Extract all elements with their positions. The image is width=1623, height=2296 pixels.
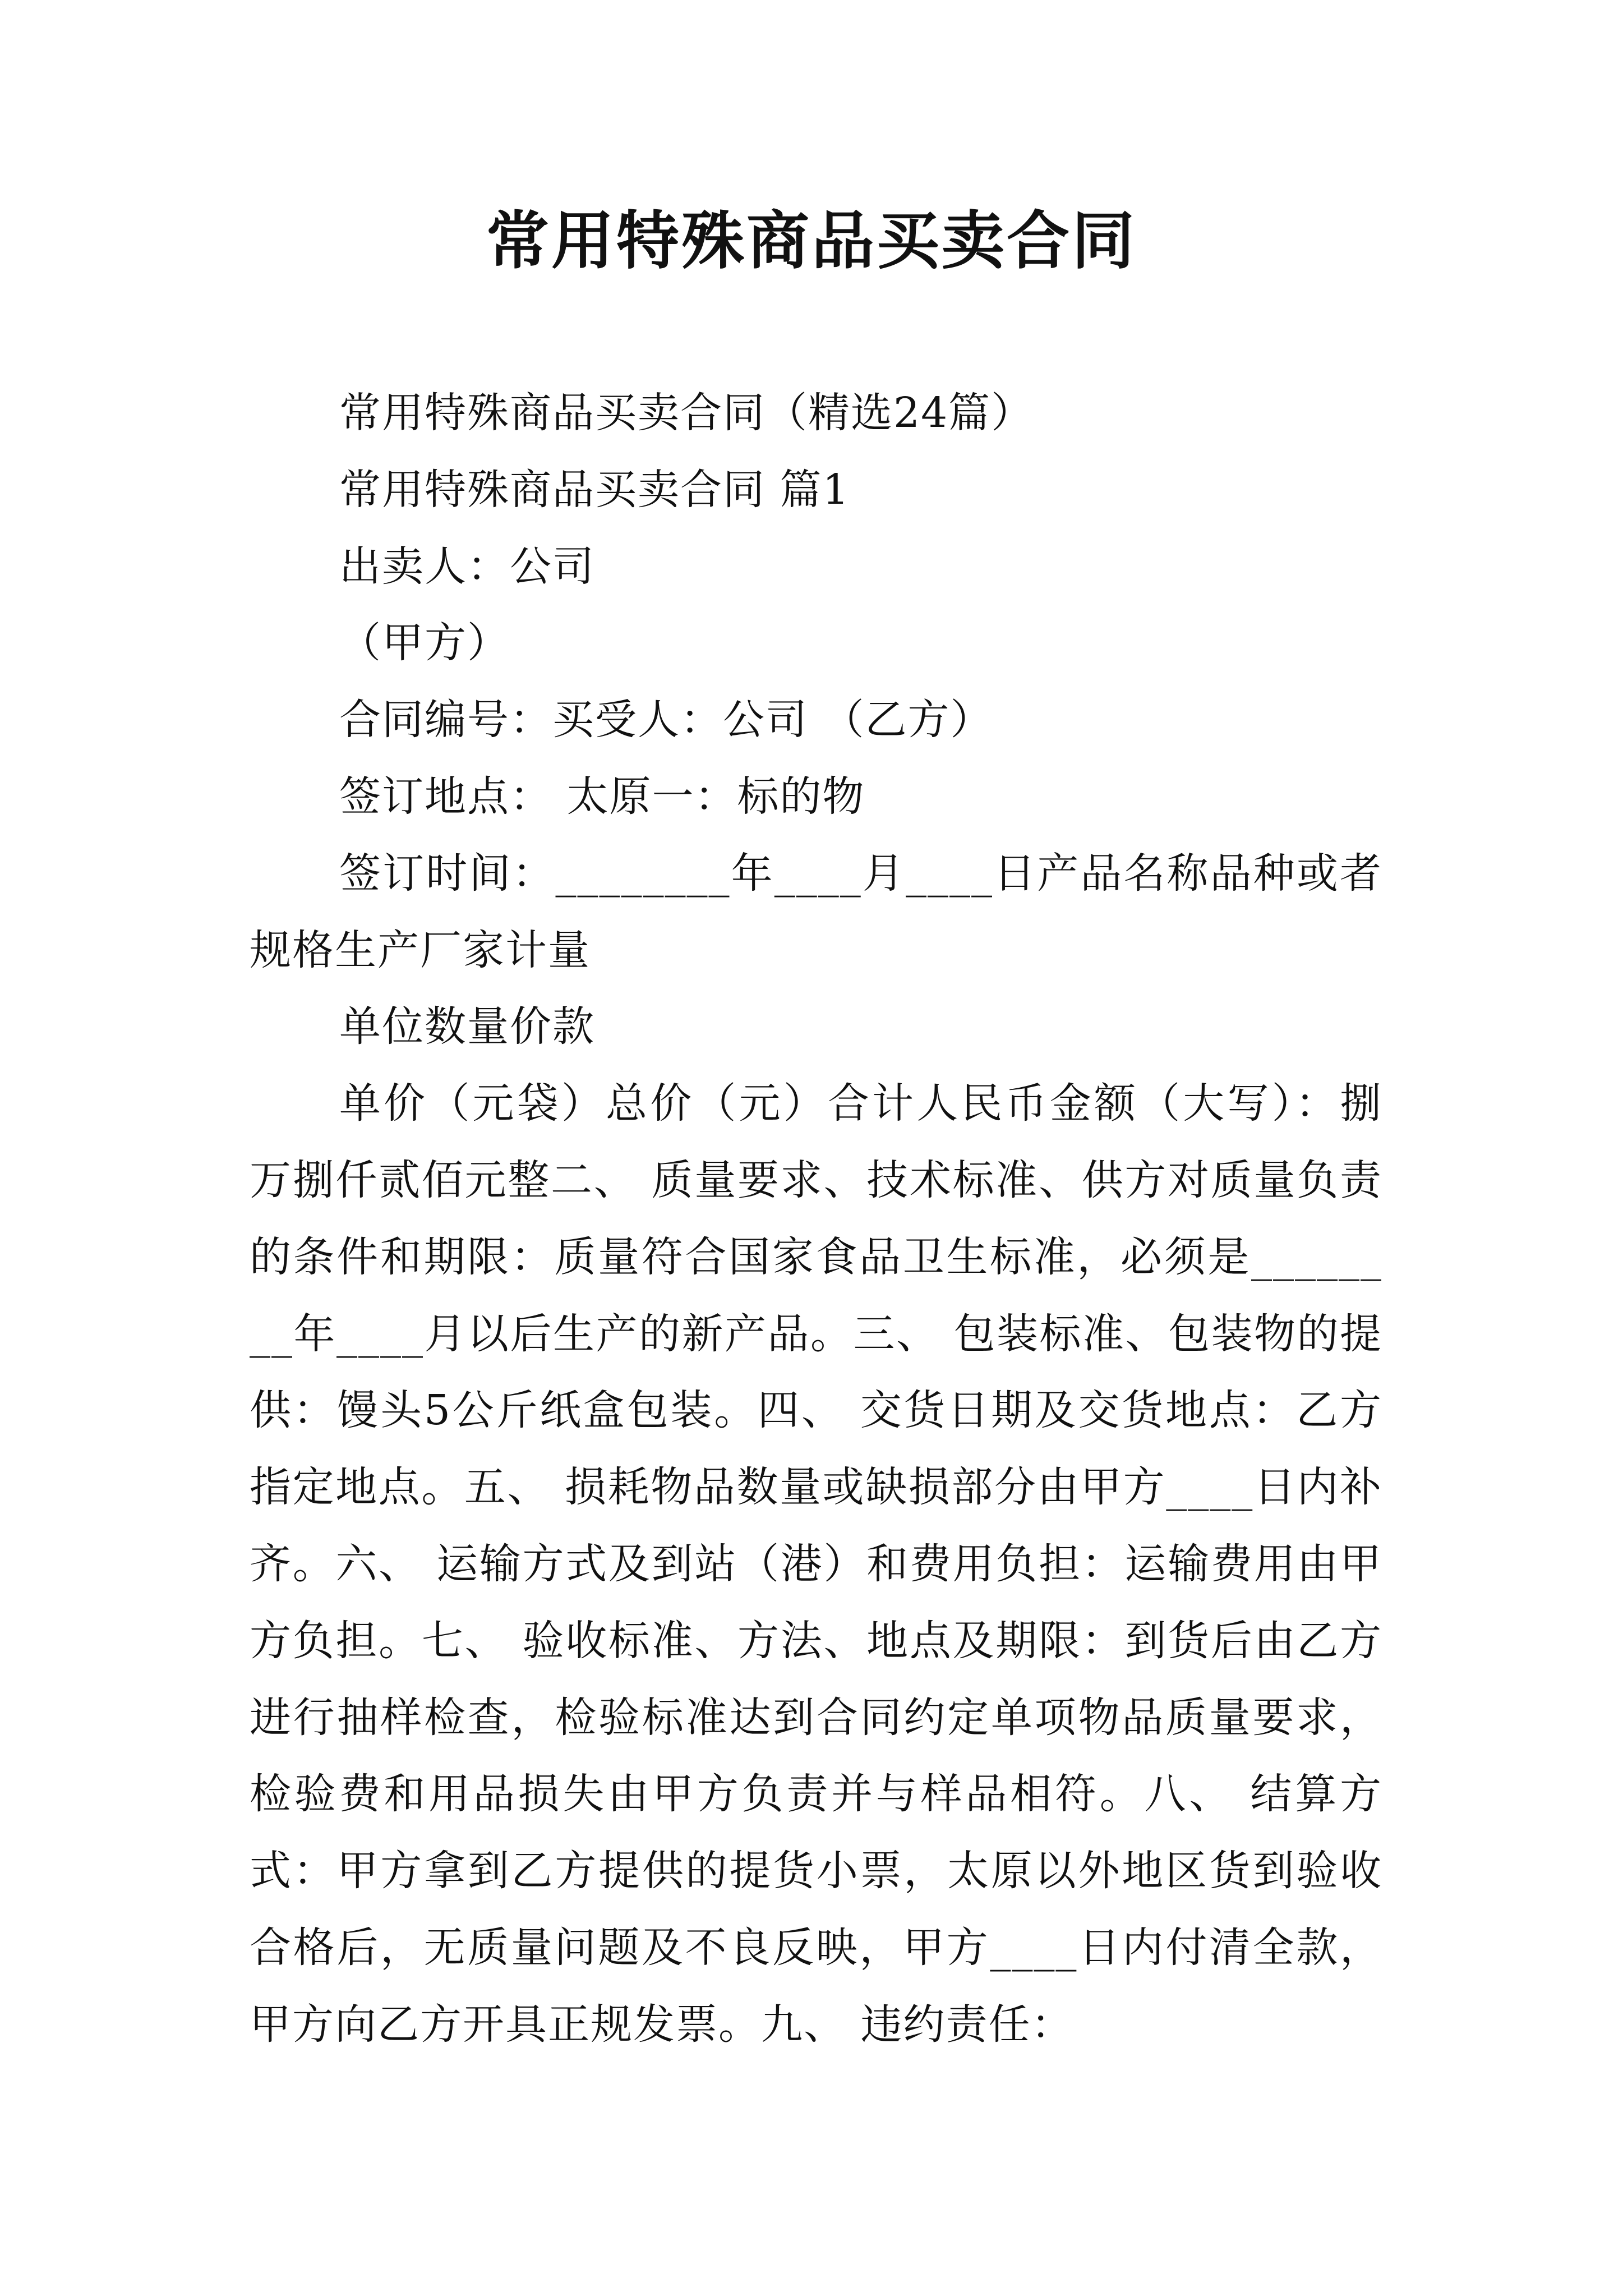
paragraph-intro: 常用特殊商品买卖合同（精选24篇） — [339, 389, 1034, 437]
paragraph-signing-time: 签订时间：________年____月____日产品名称品种或者规格生产厂家计量 — [250, 849, 1382, 974]
paragraph-contract-number-buyer: 合同编号：买受人：公司 （乙方） — [339, 696, 993, 744]
document-title: 常用特殊商品买卖合同 — [486, 204, 1137, 278]
paragraph-seller: 出卖人：公司 — [339, 542, 595, 591]
paragraph-contract-terms: 单价（元袋）总价（元）合计人民币金额（大写）：捌万捌仟贰佰元整二、 质量要求、技术标准、供方对质量负责的条件和期限：质量符合国家食品卫生标准，必须是________年____月以后生产的新产品。三、 包装标准、包装物的提供：馒头5公斤纸盒包装。四、 交货日期及交货地点：乙方指定地点。五、 损耗物品数量或缺损部分由甲方____日内补齐。六、 运输方式及到站（港）和费用负担：运输费用由甲方负担。七、 验收标准、方法、地点及期限：到货后由乙方进行抽样检查，检验标准达到合同约定单项物品质量要求，检验费和用品损失由甲方负责并与样品相符。八、 结算方式：甲方拿到乙方提供的提货小票，太原以外地区货到验收合格后，无质量问题及不良反映，甲方____日内付清全款，甲方向乙方开具正规发票。九、 违约责任： — [250, 1079, 1382, 2049]
document-body — [250, 375, 1382, 2063]
paragraph-party-a: （甲方） — [339, 619, 510, 668]
paragraph-unit-quantity: 单位数量价款 — [339, 1002, 595, 1051]
paragraph-signing-place: 签订地点： 太原一：标的物 — [339, 772, 865, 821]
paragraph-section-heading: 常用特殊商品买卖合同 篇1 — [339, 465, 850, 514]
